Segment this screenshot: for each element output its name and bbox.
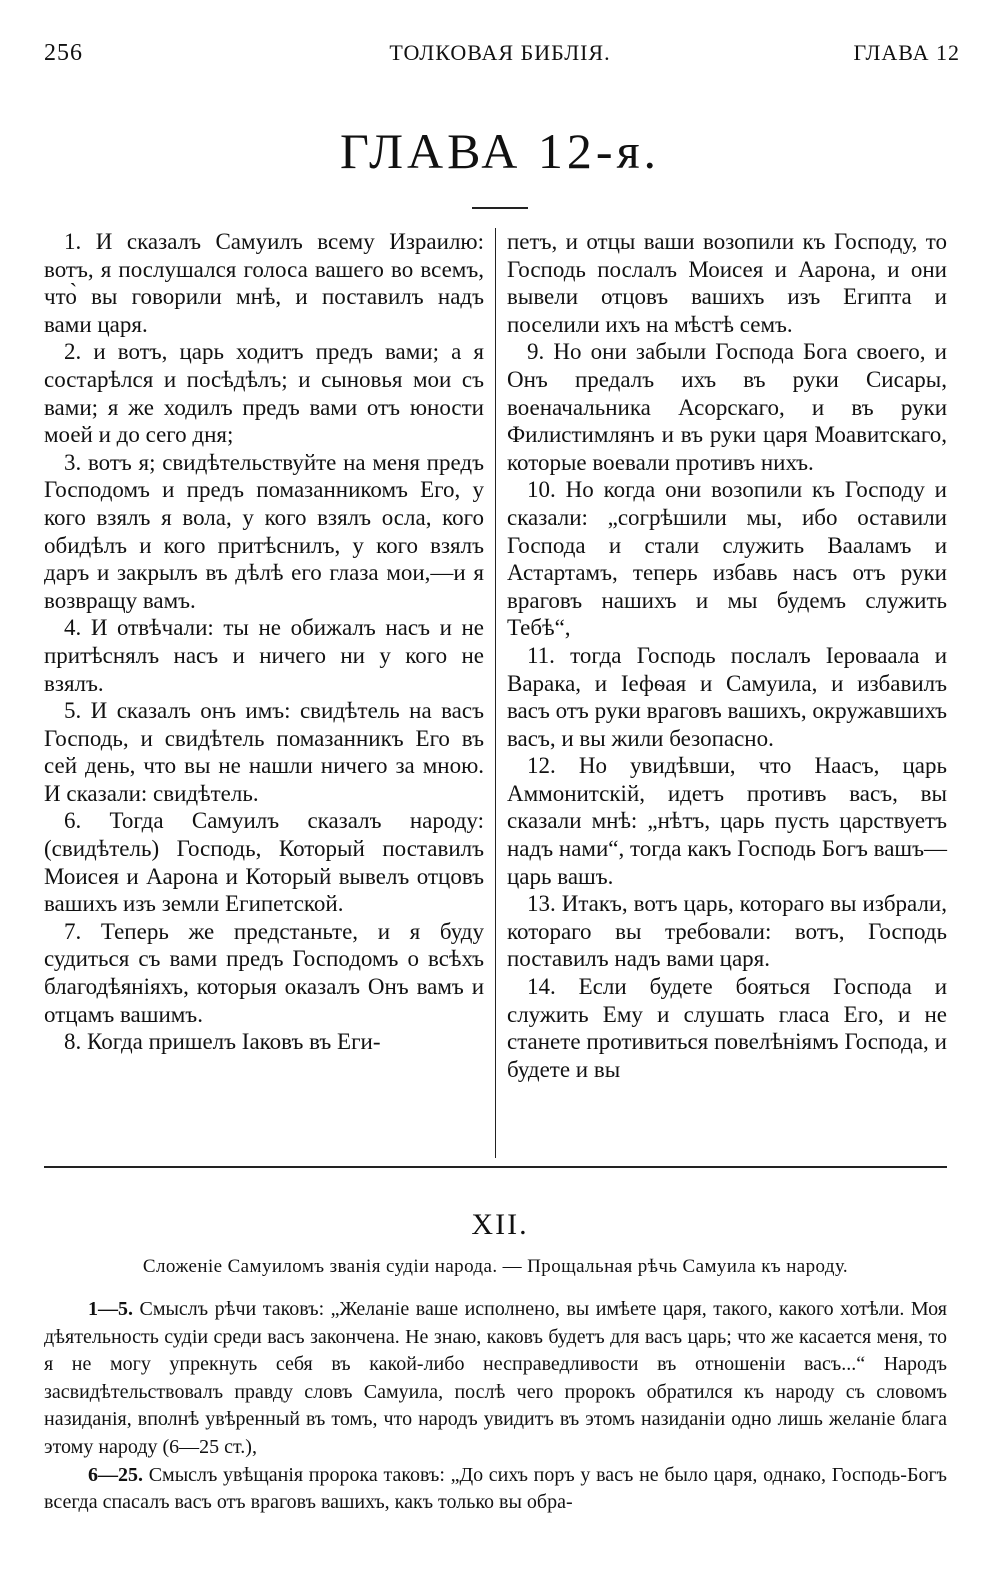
right-column <box>507 228 947 1083</box>
verse-7: 7. Теперь же предстаньте, и я буду судиться съ вами предъ Господомъ о всѣхъ благодѣяніяхъ, которыя оказалъ Онъ вамъ и отцамъ вашимъ. <box>44 918 484 1027</box>
chapter-reference: ГЛАВА 12 <box>853 40 960 65</box>
verse-8-start: 8. Когда пришелъ Іаковъ въ Еги- <box>64 1029 381 1055</box>
commentary <box>44 1296 947 1517</box>
commentary-verse-ref: 6—25. <box>88 1463 143 1486</box>
commentary-text: Смыслъ увѣщанія пророка таковъ: „До сихъ поръ у васъ не было царя, однако, Господь-Богъ всегда спасалъ васъ отъ враговъ вашихъ, какъ только вы обра- <box>44 1463 947 1514</box>
verse-1: 1. И сказалъ Самуилъ всему Израилю: вотъ, я послушался голоса вашего во всемъ, что̀ вы говорили мнѣ, и поставилъ надъ вами царя. <box>44 229 484 337</box>
verse-5: 5. И сказалъ онъ имъ: свидѣтель на васъ Господь, и свидѣтель помазанникъ Его въ сей день, что вы не нашли ничего за мною. И сказали: свидѣтель. <box>44 698 484 806</box>
section-subtitle: Сложеніе Самуиломъ званія судіи народа. — Прощальная рѣчь Самуила къ народу. <box>142 1256 849 1277</box>
section-number: XII. <box>471 1208 529 1241</box>
verse-14: 14. Если будете бояться Господа и служить Ему и слушать гласа Его, и не станете противиться повелѣніямъ Господа, и будете и вы <box>507 974 947 1082</box>
running-head <box>40 40 960 80</box>
title-rule <box>472 207 528 209</box>
verse-11: 11. тогда Господь послалъ Іероваала и Варака, и Іефѳая и Самуила, и избавилъ васъ отъ руки враговъ вашихъ, окружавшихъ васъ, и вы жили безопасно. <box>507 642 947 751</box>
verse-12: 12. Но увидѣвши, что Наасъ, царь Аммонитскій, идетъ противъ васъ, вы сказали мнѣ: „нѣтъ, царь пусть царствуетъ надъ нами“, тогда какъ Господь Богъ вашъ—царь вашъ. <box>507 753 947 889</box>
verse-2: 2. и вотъ, царь ходитъ предъ вами; а я состарѣлся и посѣдѣлъ; и сыновья мои съ вами; я же ходилъ предъ вами отъ юности моей и до сего дня; <box>44 339 484 448</box>
verse-8-end: петъ, и отцы ваши возопили къ Господу, то Господь послалъ Моисея и Аарона, и они вывели отцовъ вашихъ изъ Египта и поселили ихъ на мѣстѣ семъ. <box>507 229 947 337</box>
page-number: 256 <box>44 40 83 66</box>
verse-3: 3. вотъ я; свидѣтельствуйте на меня предъ Господомъ и предъ помазанникомъ Его, у кого взялъ я вола, у кого взялъ осла, кого обидѣлъ и кого притѣснилъ, у кого взялъ даръ и закрылъ въ дѣлѣ его глаза мои,—и я возвращу вамъ. <box>44 449 484 613</box>
chapter-title: ГЛАВА 12-я. <box>339 123 661 179</box>
commentary-paragraph <box>44 1462 947 1517</box>
verse-10: 10. Но когда они возопили къ Господу и сказали: „согрѣшили мы, ибо оставили Господа и стали служить Вааламъ и Астартамъ, теперь избавь насъ отъ руки враговъ нашихъ и мы будемъ служить Тебѣ“, <box>507 477 947 641</box>
commentary-text: Смыслъ рѣчи таковъ: „Желаніе ваше исполнено, вы имѣете царя, такого, какого хотѣли. Моя дѣятельность судіи среди васъ закончена. Не знаю, каковъ будетъ для васъ царь; что же касается меня, то я не могу упрекнуть себя въ какой-либо несправедливости въ отношеніи васъ...“ Народъ засвидѣтельствовалъ правду словъ Самуила, послѣ чего пророкъ обратился къ народу съ словомъ назиданія, вполнѣ увѣренный въ томъ, что народъ увидитъ въ этомъ назиданіи одно лишь желаніе блага этому народу (6—25 ст.), <box>44 1298 947 1458</box>
scripture-columns <box>44 228 947 1164</box>
left-column <box>44 228 484 1056</box>
verse-4: 4. И отвѣчали: ты не обижалъ насъ и не притѣснялъ насъ и ничего ни у кого не взялъ. <box>44 615 484 696</box>
commentary-paragraph <box>44 1296 947 1462</box>
verse-6: 6. Тогда Самуилъ сказалъ народу: (свидѣтель) Господь, Который поставилъ Моисея и Аарона и Который вывелъ отцовъ вашихъ изъ земли Египетской. <box>44 808 484 917</box>
verse-9: 9. Но они забыли Господа Бога своего, и Онъ предалъ ихъ въ руки Сисары, военачальника Асорскаго, и въ руки Филистимлянъ и въ руки царя Моавитскаго, которые воевали противъ нихъ. <box>507 339 947 475</box>
footnote-rule <box>44 1166 947 1168</box>
verse-13: 13. Итакъ, вотъ царь, котораго вы избрали, котораго вы требовали: вотъ, Господь поставилъ надъ вами царя. <box>507 891 947 972</box>
commentary-verse-ref: 1—5. <box>88 1298 133 1320</box>
book-title: ТОЛКОВАЯ БИБЛІЯ. <box>389 40 611 65</box>
column-divider <box>495 228 496 1158</box>
